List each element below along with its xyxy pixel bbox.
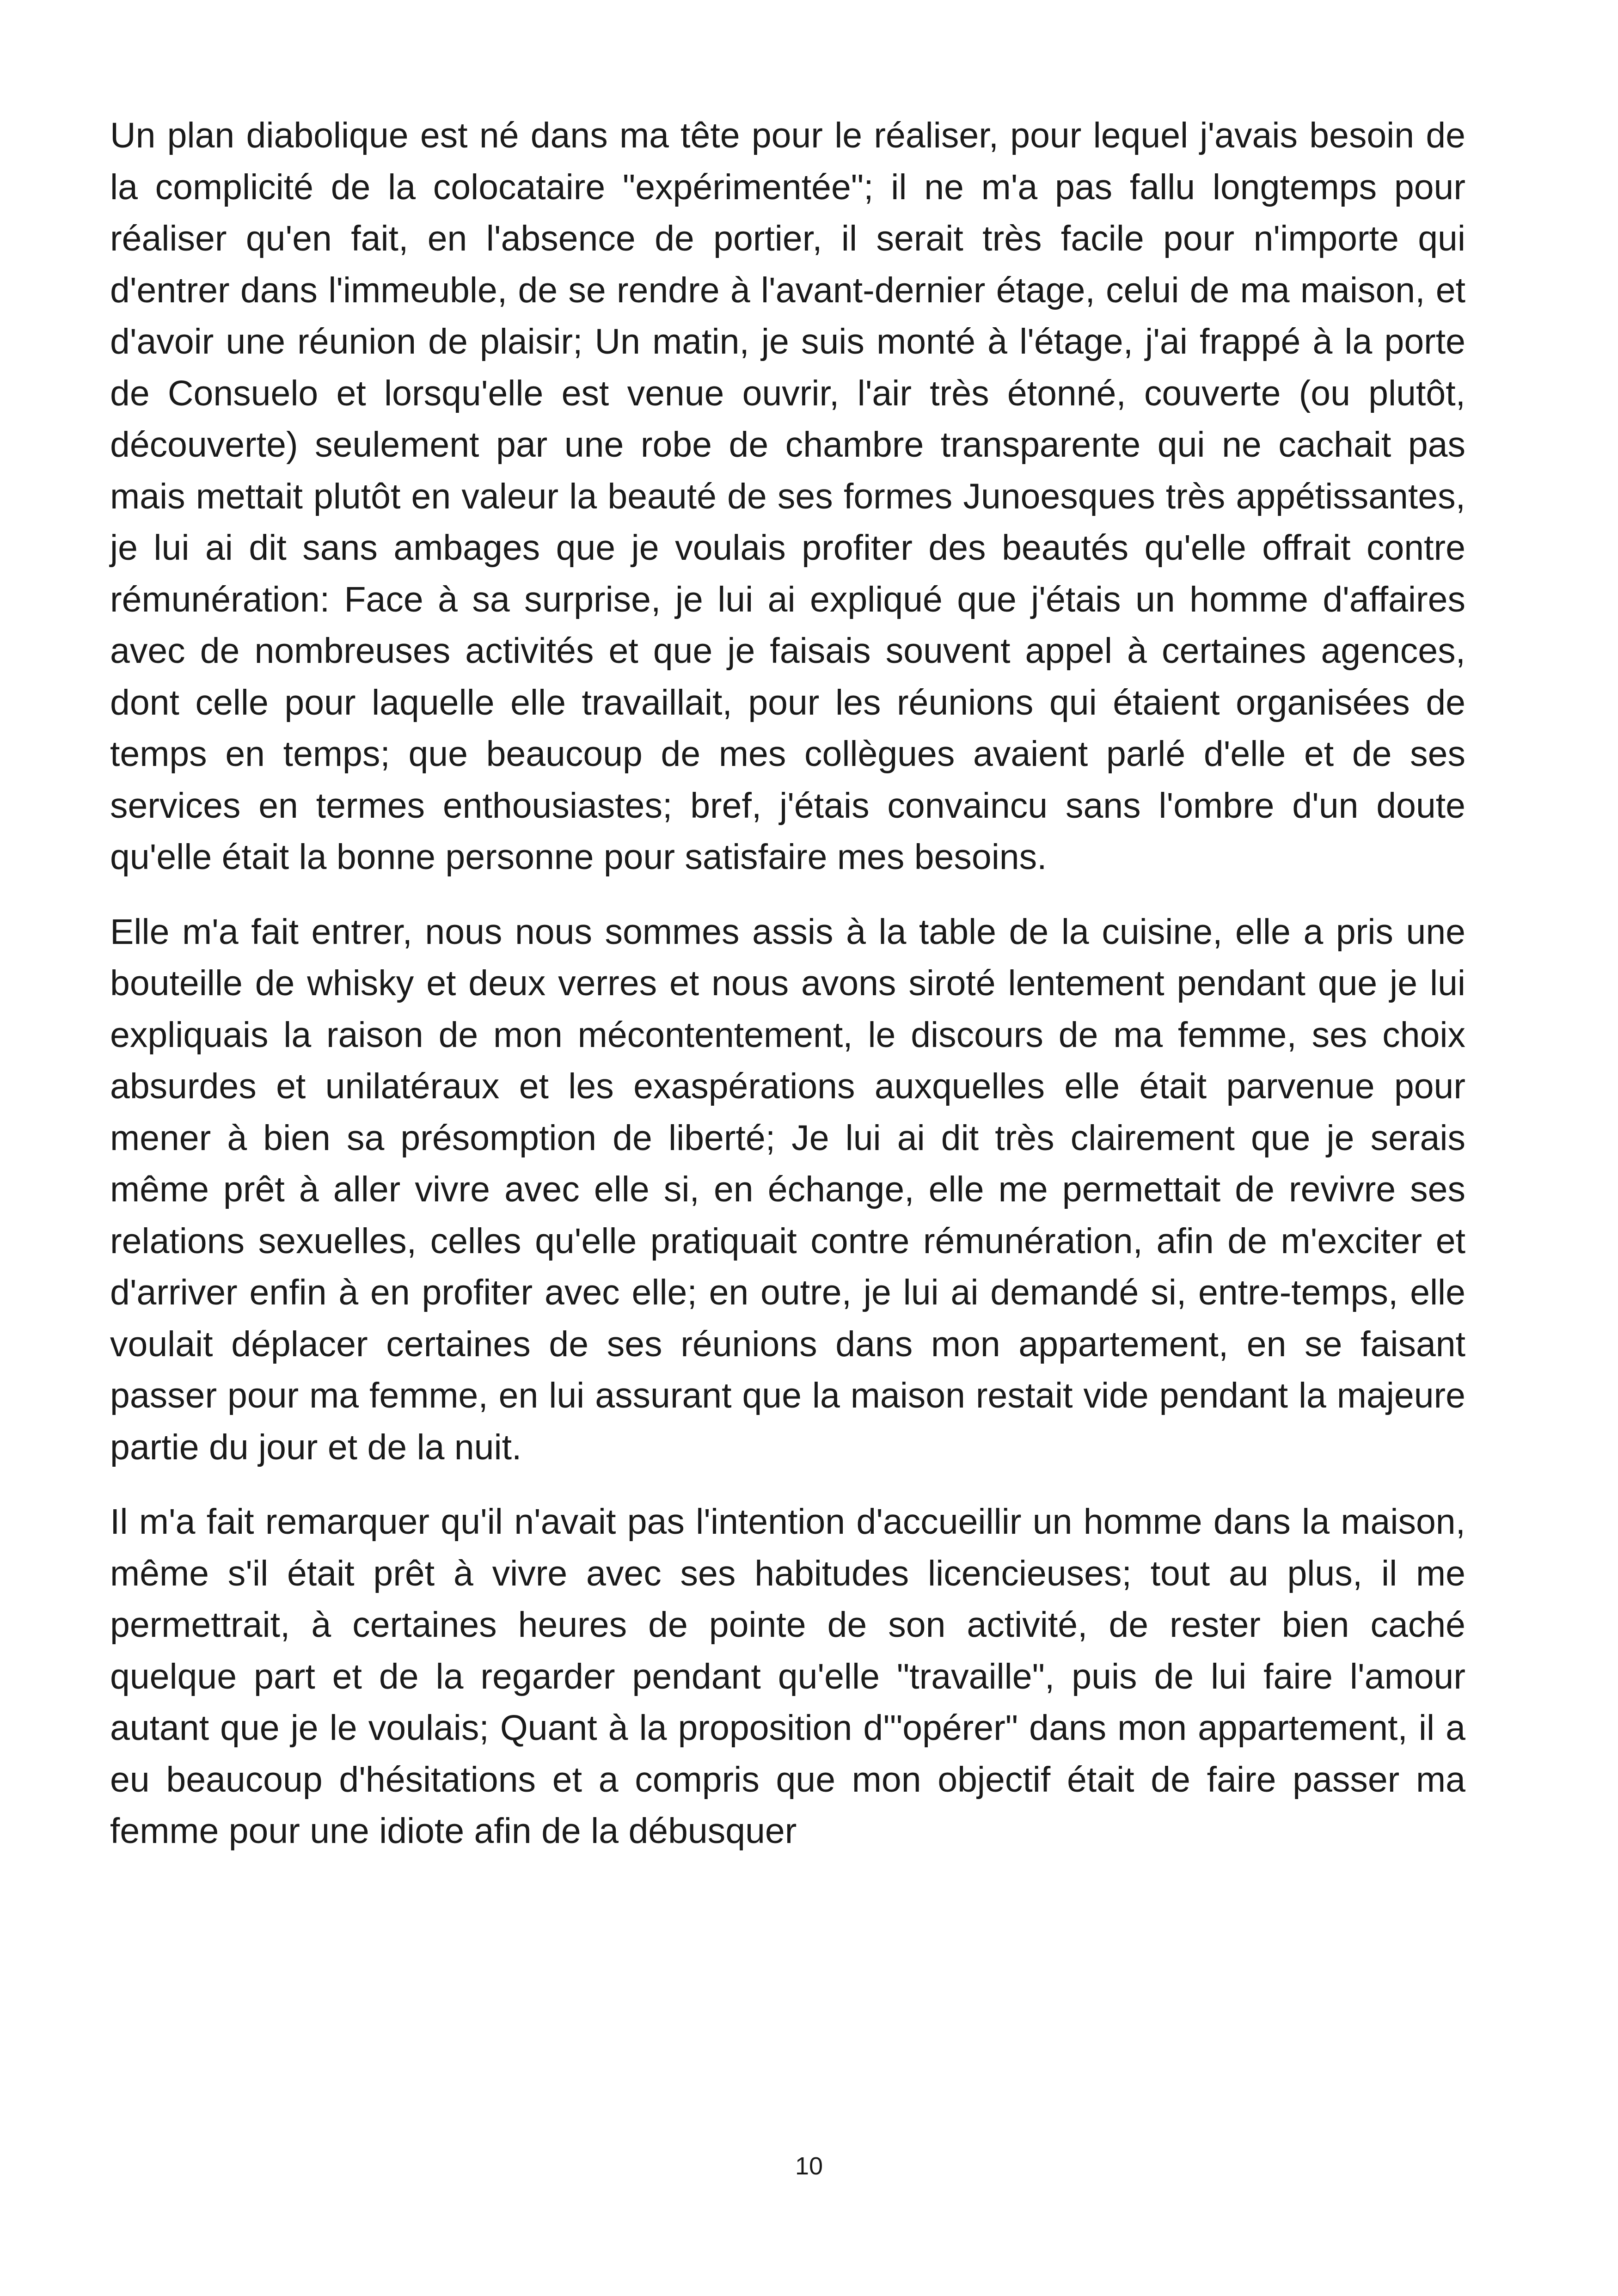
paragraph-3: Il m'a fait remarquer qu'il n'avait pas l'intention d'accueillir un homme dans la maison, même s'il était prêt à vivre avec ses habitudes licencieuses; tout au plus, il me permettrait, à certaines heures de pointe de son activité, de rester bien caché quelque part et de la regarder pendant qu'elle "travaille", puis de lui faire l'amour autant que je le voulais; Quant à la proposition d'"opérer" dans mon appartement, il a eu beaucoup d'hésitations et a compris que mon objectif était de faire passer ma femme pour une idiote afin de la débusquer (110, 1502, 1465, 1851)
paragraph-1: Un plan diabolique est né dans ma tête pour le réaliser, pour lequel j'avais besoin de la complicité de la colocataire "expérimentée"; il ne m'a pas fallu longtemps pour réaliser qu'en fait, en l'absence de portier, il serait très facile pour n'importe qui d'entrer dans l'immeuble, de se rendre à l'avant-dernier étage, celui de ma maison, et d'avoir une réunion de plaisir; Un matin, je suis monté à l'étage, j'ai frappé à la porte de Consuelo et lorsqu'elle est venue ouvrir, l'air très étonné, couverte (ou plutôt, découverte) seulement par une robe de chambre transparente qui ne cachait pas mais mettait plutôt en valeur la beauté de ses formes Junoesques très appétissantes, je lui ai dit sans ambages que je voulais profiter des beautés qu'elle offrait contre rémunération: Face à sa surprise, je lui ai expliqué que j'étais un homme d'affaires avec de nombreuses activités et que je faisais souvent appel à certaines agences, dont celle pour laquelle elle travaillait, pour les réunions qui étaient organisées de temps en temps; que beaucoup de mes collègues avaient parlé d'elle et de ses services en termes enthousiastes; bref, j'étais convaincu sans l'ombre d'un doute qu'elle était la bonne personne pour satisfaire mes besoins. (110, 116, 1465, 877)
paragraph-2: Elle m'a fait entrer, nous nous sommes assis à la table de la cuisine, elle a pris une bouteille de whisky et deux verres et nous avons siroté lentement pendant que je lui expliquais la raison de mon mécontentement, le discours de ma femme, ses choix absurdes et unilatéraux et les exaspérations auxquelles elle était parvenue pour mener à bien sa présomption de liberté; Je lui ai dit très clairement que je serais même prêt à aller vivre avec elle si, en échange, elle me permettait de revivre ses relations sexuelles, celles qu'elle pratiquait contre rémunération, afin de m'exciter et d'arriver enfin à en profiter avec elle; en outre, je lui ai demandé si, entre-temps, elle voulait déplacer certaines de ses réunions dans mon appartement, en se faisant passer pour ma femme, en lui assurant que la maison restait vide pendant la majeure partie du jour et de la nuit. (110, 912, 1465, 1467)
page-number: 10 (795, 2152, 823, 2180)
body-text (110, 110, 1465, 1857)
